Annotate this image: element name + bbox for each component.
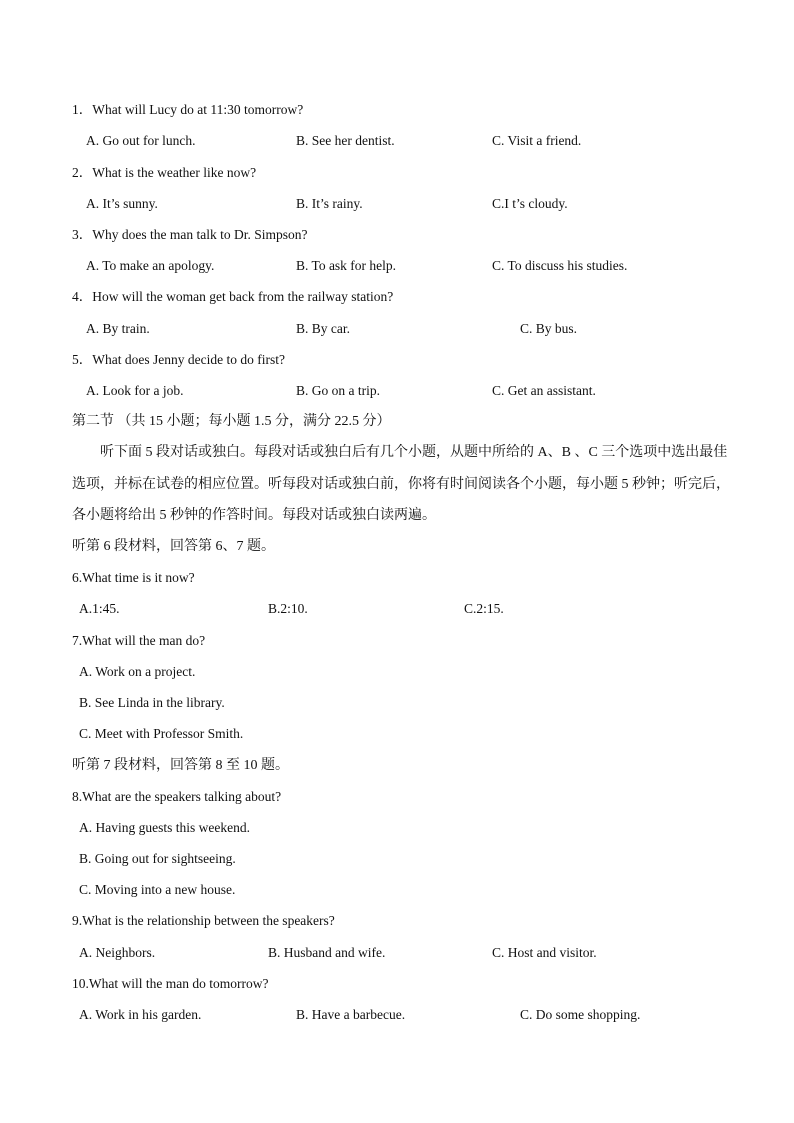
question-1-option-c[interactable]: C. Visit a friend.	[492, 133, 582, 148]
question-2-stem: 2．What is the weather like now?	[72, 165, 257, 180]
question-7-option-a[interactable]: A. Work on a project.	[79, 664, 196, 679]
question-8-stem: 8.What are the speakers talking about?	[72, 789, 282, 804]
question-9-option-b[interactable]: B. Husband and wife.	[268, 945, 386, 960]
question-3-stem: 3．Why does the man talk to Dr. Simpson?	[72, 227, 308, 242]
question-4-stem: 4．How will the woman get back from the railway station?	[72, 289, 394, 304]
question-8-option-a[interactable]: A. Having guests this weekend.	[79, 820, 250, 835]
question-7-option-c[interactable]: C. Meet with Professor Smith.	[79, 726, 244, 741]
question-7-stem: 7.What will the man do?	[72, 633, 206, 648]
question-5-option-b[interactable]: B. Go on a trip.	[296, 383, 380, 398]
question-8-option-c[interactable]: C. Moving into a new house.	[79, 882, 236, 897]
question-10-option-b[interactable]: B. Have a barbecue.	[296, 1007, 406, 1022]
question-2-option-a[interactable]: A. It’s sunny.	[86, 196, 158, 211]
question-5-stem: 5．What does Jenny decide to do first?	[72, 352, 285, 367]
question-9-option-a[interactable]: A. Neighbors.	[79, 945, 156, 960]
question-3-option-b[interactable]: B. To ask for help.	[296, 258, 397, 273]
section-2-heading: 第二节 （共 15 小题；每小题 1.5 分，满分 22.5 分）	[72, 414, 391, 429]
question-9-stem: 9.What is the relationship between the speakers?	[72, 913, 335, 928]
question-1-option-a[interactable]: A. Go out for lunch.	[86, 133, 196, 148]
question-6-option-a[interactable]: A.1:45.	[79, 601, 120, 616]
question-10-option-c[interactable]: C. Do some shopping.	[520, 1007, 641, 1022]
question-2-option-b[interactable]: B. It’s rainy.	[296, 196, 363, 211]
question-5-option-a[interactable]: A. Look for a job.	[86, 383, 184, 398]
question-4-option-a[interactable]: A. By train.	[86, 321, 150, 336]
question-10-stem: 10.What will the man do tomorrow?	[72, 976, 269, 991]
question-10-option-a[interactable]: A. Work in his garden.	[79, 1007, 202, 1022]
question-8-option-b[interactable]: B. Going out for sightseeing.	[79, 851, 236, 866]
question-1-stem: 1．What will Lucy do at 11:30 tomorrow?	[72, 102, 304, 117]
material-6-heading: 听第 6 段材料，回答第 6、7 题。	[72, 539, 275, 554]
question-4-option-c[interactable]: C. By bus.	[520, 321, 578, 336]
question-2-option-c[interactable]: C.I t’s cloudy.	[492, 196, 568, 211]
question-7-option-b[interactable]: B. See Linda in the library.	[79, 695, 225, 710]
material-7-heading: 听第 7 段材料，回答第 8 至 10 题。	[72, 758, 289, 773]
question-6-option-b[interactable]: B.2:10.	[268, 601, 308, 616]
question-3-option-c[interactable]: C. To discuss his studies.	[492, 258, 628, 273]
question-9-option-c[interactable]: C. Host and visitor.	[492, 945, 597, 960]
question-5-option-c[interactable]: C. Get an assistant.	[492, 383, 596, 398]
question-4-option-b[interactable]: B. By car.	[296, 321, 350, 336]
question-1-option-b[interactable]: B. See her dentist.	[296, 133, 395, 148]
section-2-instructions-line-1: 听下面 5 段对话或独白。每段对话或独白后有几个小题，从题中所给的 A、B 、C 三个选项中选出最佳	[100, 445, 728, 460]
question-6-option-c[interactable]: C.2:15.	[464, 601, 504, 616]
section-2-instructions-line-2: 选项，并标在试卷的相应位置。听每段对话或独白前，你将有时间阅读各个小题，每小题 5 秒钟；听完后，	[72, 477, 730, 492]
question-3-option-a[interactable]: A. To make an apology.	[86, 258, 215, 273]
section-2-instructions-line-3: 各小题将给出 5 秒钟的作答时间。每段对话或独白读两遍。	[72, 508, 436, 523]
question-6-stem: 6.What time is it now?	[72, 570, 195, 585]
